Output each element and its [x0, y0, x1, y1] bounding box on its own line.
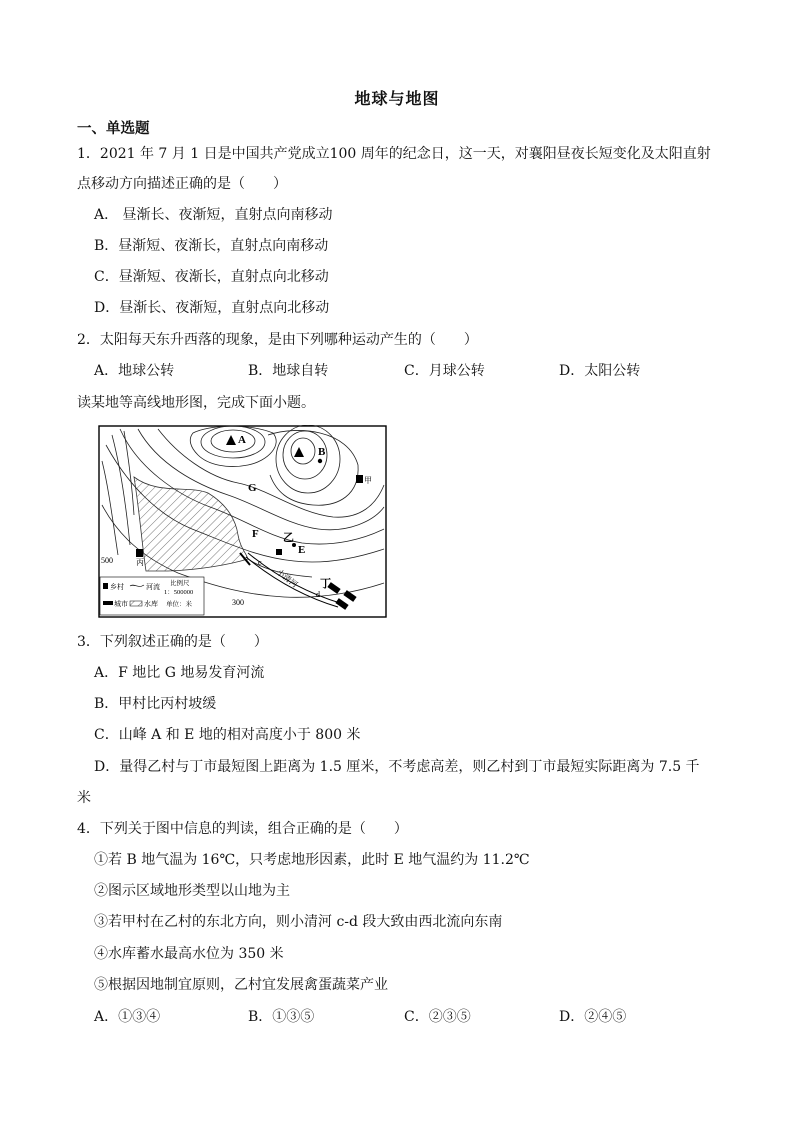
q4-statement-3: ③若甲村在乙村的东北方向，则小清河 c-d 段大致由西北流向东南 — [94, 914, 503, 930]
q2-option-d: D．太阳公转 — [559, 363, 641, 379]
q4-statement-2: ②图示区域地形类型以山地为主 — [94, 883, 290, 899]
q4-statement-5: ⑤根据因地制宜原则，乙村宜发展禽蛋蔬菜产业 — [94, 977, 388, 993]
q3-option-a: A．F 地比 G 地易发育河流 — [94, 665, 265, 681]
q1-stem-line1: 1．2021 年 7 月 1 日是中国共产党成立100 周年的纪念日，这一天，对襄阳昼夜长短变化及太阳直射 — [77, 146, 711, 162]
q4-option-a: A．①③④ — [94, 1009, 161, 1025]
label-c: c — [258, 558, 262, 567]
q2-option-a: A．地球公转 — [94, 363, 175, 379]
q3-option-d: D．量得乙村与丁市最短图上距离为 1.5 厘米，不考虑高差，则乙村到丁市最短实际距离为 7.5 千 — [94, 759, 700, 775]
village-yi-marker — [276, 549, 282, 555]
q3-option-c: C．山峰 A 和 E 地的相对高度小于 800 米 — [94, 727, 361, 743]
village-jia-marker — [356, 475, 363, 483]
label-jia: 甲 — [364, 476, 372, 485]
q3-option-d-wrap: 米 — [77, 790, 91, 806]
label-e: E — [298, 544, 306, 556]
q4-option-c: C．②③⑤ — [404, 1009, 471, 1025]
contour-map — [98, 425, 388, 619]
legend-village-icon — [103, 583, 108, 589]
q3-option-b: B．甲村比丙村坡缓 — [94, 696, 217, 712]
legend-village: 乡村 — [110, 583, 124, 591]
legend-scale-value: 1：500000 — [164, 589, 194, 596]
q1-stem-line2: 点移动方向描述正确的是（ ） — [77, 176, 287, 192]
legend-scale-title: 比例尺 — [170, 580, 190, 587]
section-heading: 一、单选题 — [77, 120, 150, 137]
label-ding: 丁 — [320, 578, 331, 590]
q4-option-d: D．②④⑤ — [559, 1009, 627, 1025]
label-river: 小清河 — [274, 567, 300, 590]
label-f: F — [252, 528, 259, 540]
q4-statement-4: ④水库蓄水最高水位为 350 米 — [94, 946, 284, 962]
legend-city-icon — [103, 601, 113, 605]
page-title: 地球与地图 — [354, 89, 440, 108]
q4-stem: 4．下列关于图中信息的判读，组合正确的是（ ） — [77, 821, 408, 837]
label-d: d — [316, 590, 320, 599]
legend-reservoir-icon — [130, 601, 142, 606]
q2-option-c: C．月球公转 — [404, 363, 485, 379]
legend-city: 城市 — [114, 600, 128, 608]
label-yi: 乙 — [283, 532, 294, 544]
q2-stem: 2．太阳每天东升西落的现象，是由下列哪种运动产生的（ ） — [77, 332, 478, 348]
label-a: A — [238, 434, 246, 446]
map-legend — [100, 577, 204, 615]
q2-option-b: B．地球自转 — [248, 363, 329, 379]
q1-option-a: A． 昼渐长、夜渐短，直射点向南移动 — [94, 207, 333, 223]
q1-option-b: B．昼渐短、夜渐长，直射点向南移动 — [94, 238, 329, 254]
label-bing: 丙 — [136, 558, 144, 567]
label-b: B — [318, 446, 326, 458]
legend-river: 河流 — [146, 583, 160, 591]
map-intro: 读某地等高线地形图，完成下面小题。 — [77, 395, 315, 411]
label-contour-300: 300 — [232, 598, 244, 607]
village-bing-marker — [136, 549, 143, 557]
label-g: G — [248, 482, 257, 494]
q3-stem: 3．下列叙述正确的是（ ） — [77, 634, 268, 650]
q4-option-b: B．①③⑤ — [248, 1009, 315, 1025]
legend-reservoir: 水库 — [144, 600, 158, 608]
q1-option-d: D．昼渐长、夜渐短，直射点向北移动 — [94, 300, 330, 316]
q4-statement-1: ①若 B 地气温为 16℃，只考虑地形因素，此时 E 地气温约为 11.2℃ — [94, 852, 530, 868]
legend-unit: 单位：米 — [166, 601, 192, 608]
label-contour-500: 500 — [101, 556, 113, 565]
q1-option-c: C．昼渐短、夜渐长，直射点向北移动 — [94, 269, 329, 285]
